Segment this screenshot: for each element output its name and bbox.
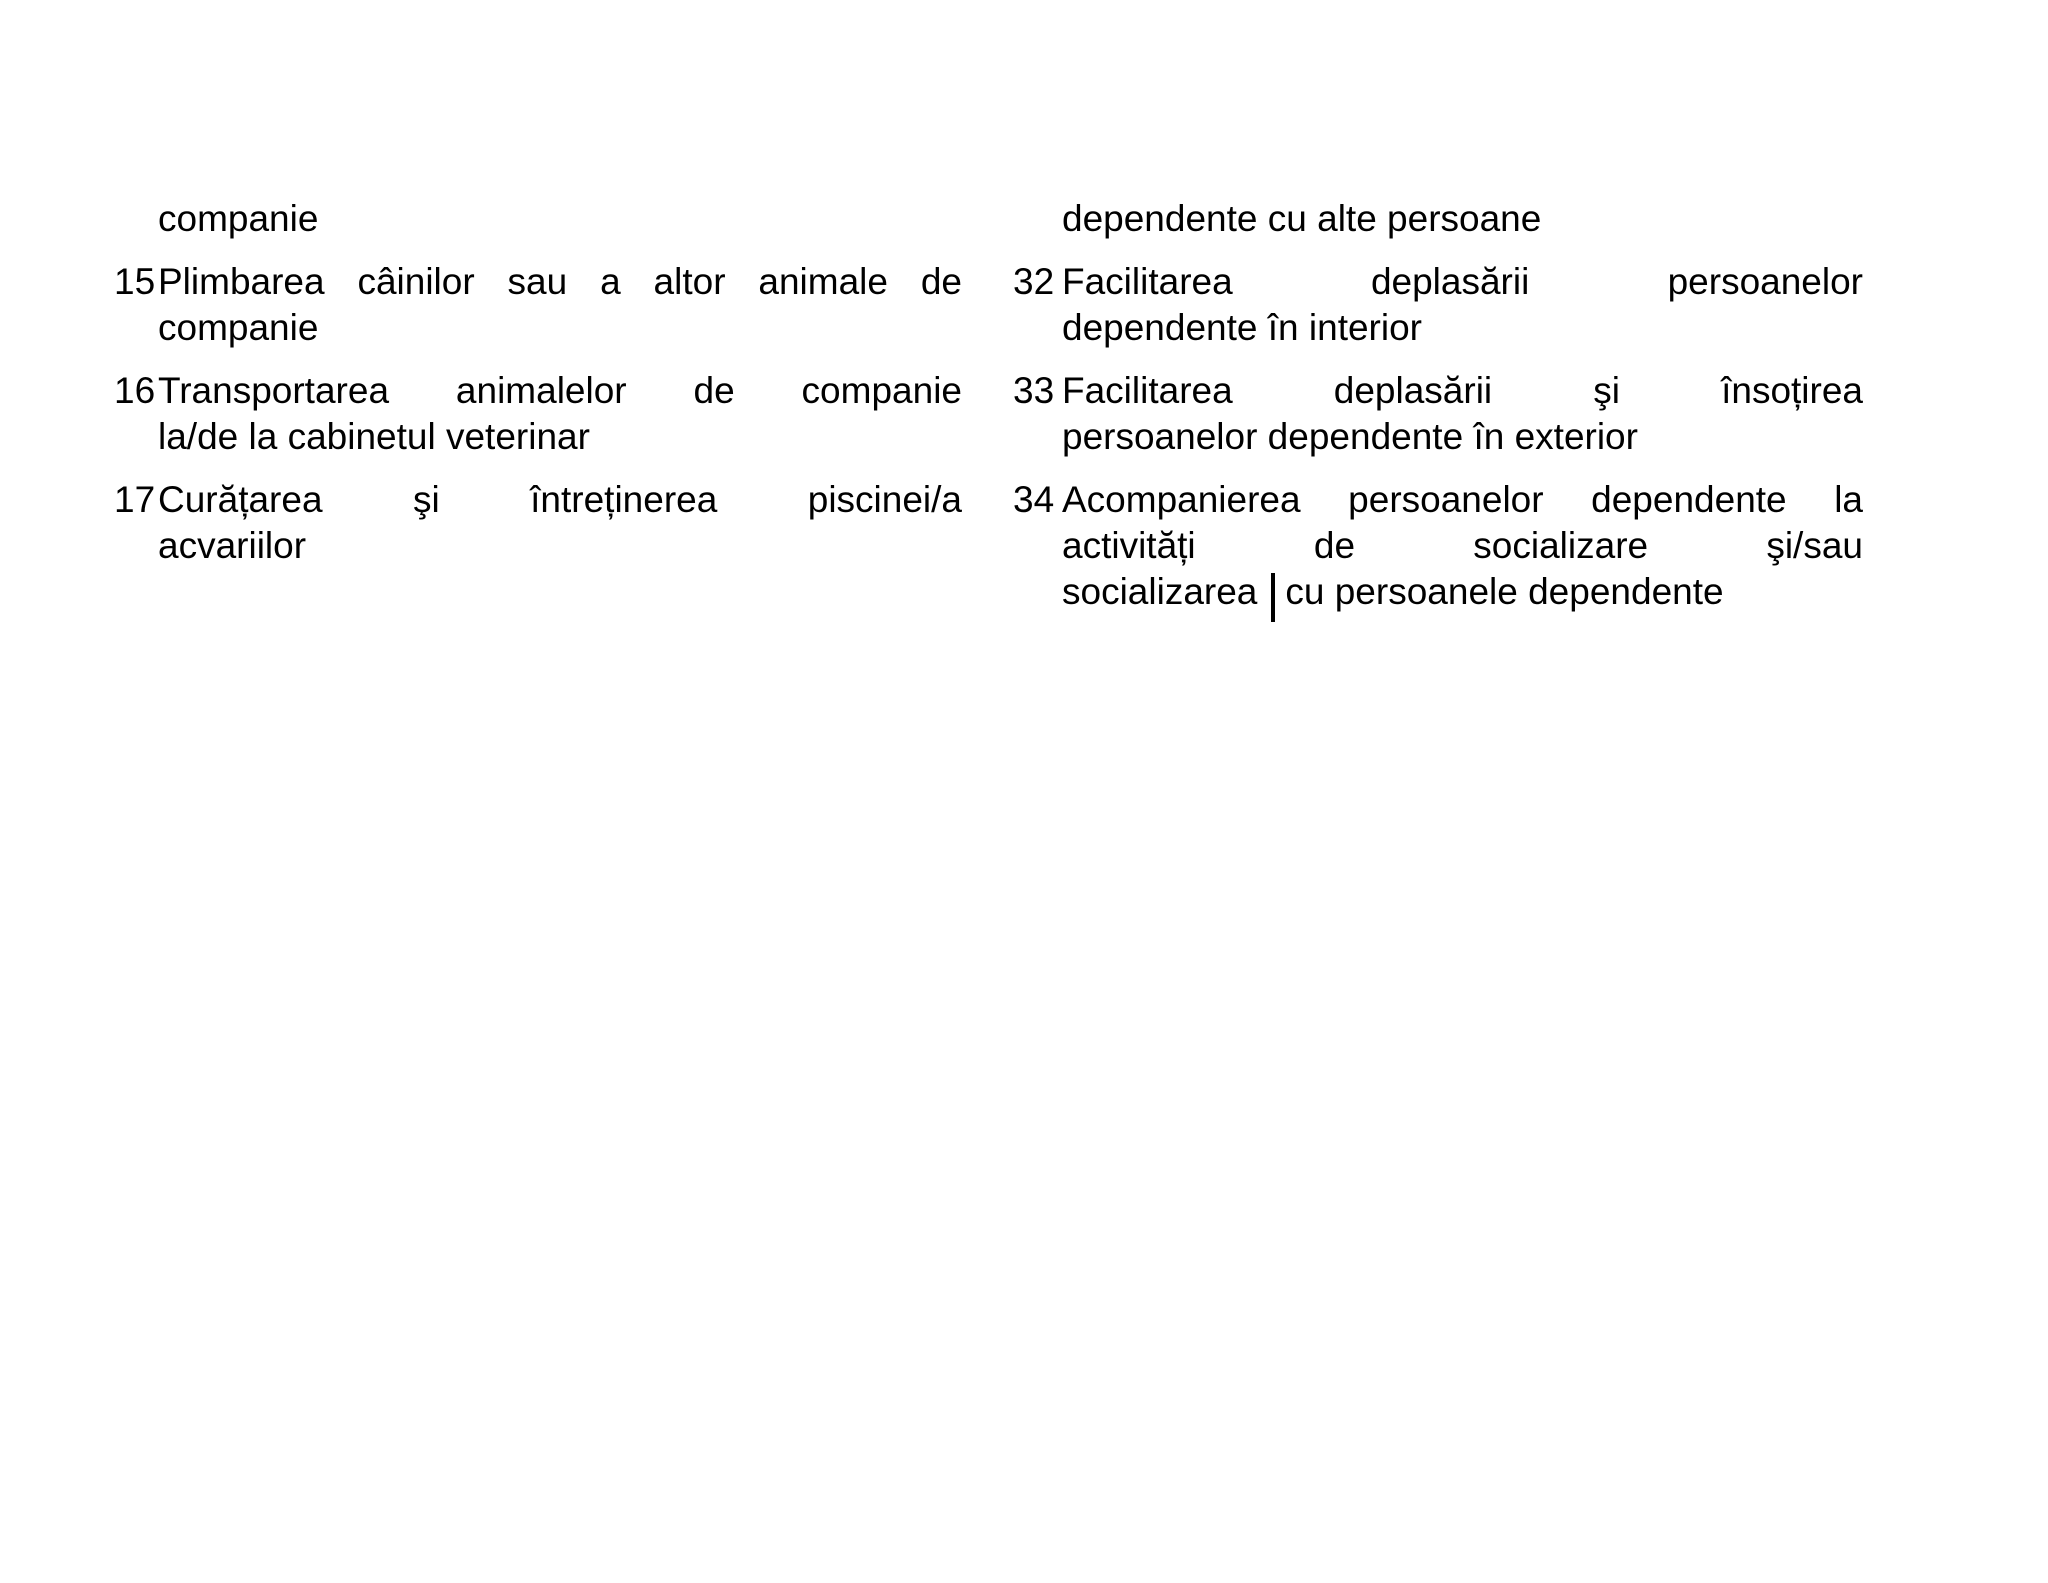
item-text-line: Facilitarea deplasării persoanelor: [1062, 261, 1863, 302]
item-number: 32: [1013, 261, 1055, 302]
item-text-line: Acompanierea persoanelor dependente la: [1062, 479, 1863, 520]
text-after-cursor: cu persoanele dependente: [1285, 571, 1724, 612]
item-number: 34: [1013, 479, 1055, 520]
list-item-15: [114, 259, 962, 351]
item-text-line: [1062, 569, 1863, 622]
item-text-line: dependente cu alte persoane: [1062, 198, 1542, 239]
item-text-line: acvariilor: [158, 525, 307, 566]
list-item-16: [114, 368, 962, 460]
item-text-line: la/de la cabinetul veterinar: [158, 416, 590, 457]
item-text-line: Curățarea şi întreținerea piscinei/a: [158, 479, 962, 520]
item-number: 16: [114, 370, 156, 411]
item-text-line: Plimbarea câinilor sau a altor animale de: [158, 261, 962, 302]
list-item-continuation-right: [1013, 196, 1863, 242]
item-text-line: Facilitarea deplasării şi însoțirea: [1062, 370, 1863, 411]
item-number: 33: [1013, 370, 1055, 411]
item-text-line: dependente în interior: [1062, 307, 1422, 348]
list-item-33: [1013, 368, 1863, 460]
item-text-line: companie: [158, 198, 319, 239]
list-item-34: [1013, 477, 1863, 622]
item-number: 17: [114, 479, 156, 520]
list-column-left: [114, 196, 962, 569]
list-item-continuation-left: [114, 196, 962, 242]
list-item-32: [1013, 259, 1863, 351]
list-column-right: [1013, 196, 1863, 622]
item-text-line: persoanelor dependente în exterior: [1062, 416, 1638, 457]
item-number: 15: [114, 261, 156, 302]
text-cursor-bar: [1271, 573, 1275, 622]
text-before-cursor: socializarea: [1062, 571, 1258, 612]
item-text-line: activități de socializare şi/sau: [1062, 525, 1863, 566]
item-text-line: companie: [158, 307, 319, 348]
list-item-17: [114, 477, 962, 569]
item-text-line: Transportarea animalelor de companie: [158, 370, 962, 411]
